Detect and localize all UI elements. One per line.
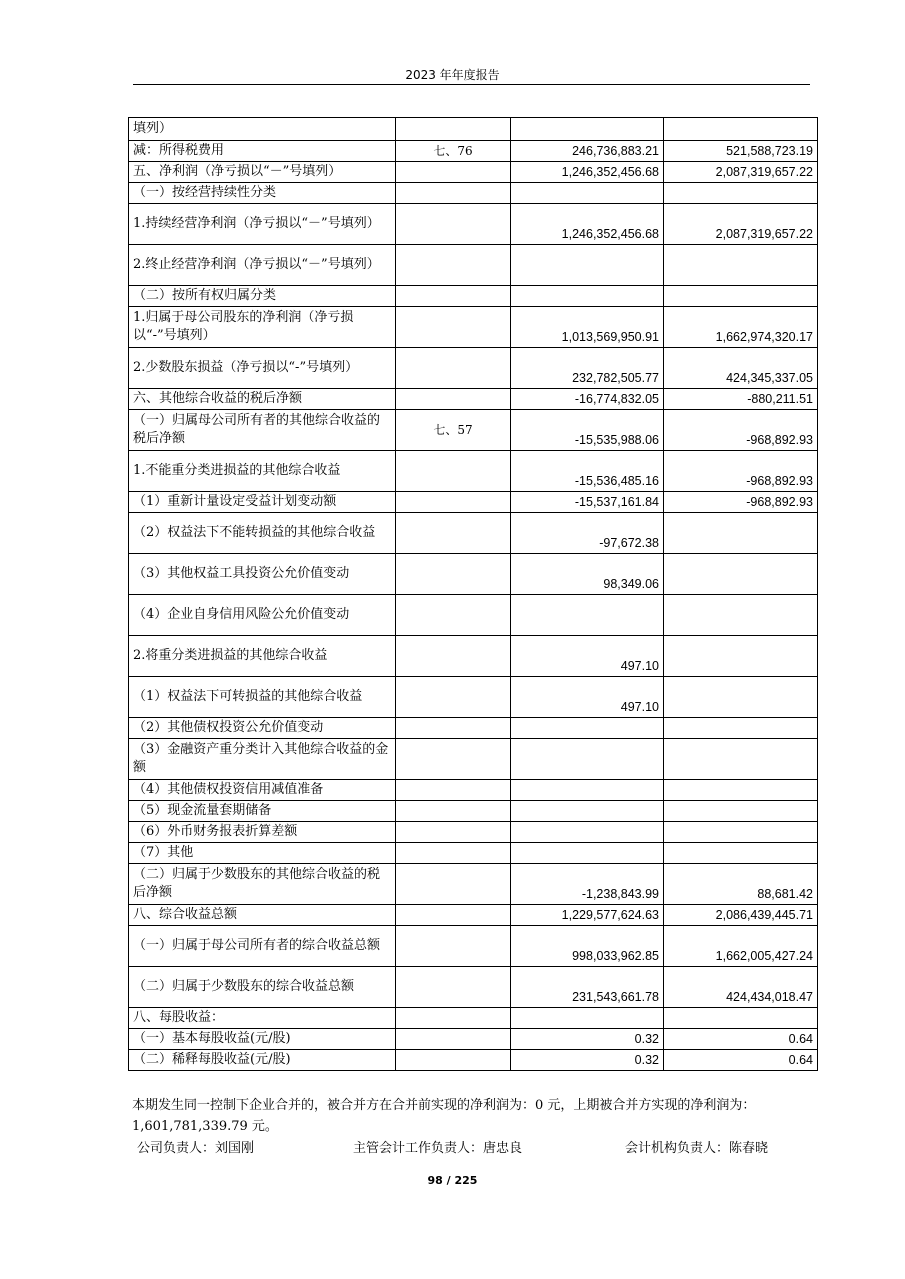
row-note: 七、57 xyxy=(396,410,511,451)
row-note xyxy=(396,554,511,595)
row-current-amount xyxy=(511,183,664,204)
row-current-amount: 232,782,505.77 xyxy=(511,348,664,389)
table-row xyxy=(129,451,818,492)
header-divider xyxy=(133,84,810,85)
row-current-amount: 1,246,352,456.68 xyxy=(511,162,664,183)
row-label: （一）按经营持续性分类 xyxy=(129,183,396,204)
row-previous-amount xyxy=(664,245,818,286)
row-previous-amount: -880,211.51 xyxy=(664,389,818,410)
row-note xyxy=(396,595,511,636)
row-previous-amount xyxy=(664,677,818,718)
table-row xyxy=(129,801,818,822)
row-previous-amount: 88,681.42 xyxy=(664,864,818,905)
row-label: （一）归属母公司所有者的其他综合收益的税后净额 xyxy=(129,410,396,451)
table-row xyxy=(129,864,818,905)
table-row xyxy=(129,410,818,451)
row-note: 七、76 xyxy=(396,141,511,162)
row-previous-amount xyxy=(664,843,818,864)
row-label: 六、其他综合收益的税后净额 xyxy=(129,389,396,410)
row-note xyxy=(396,118,511,141)
row-current-amount xyxy=(511,118,664,141)
row-current-amount xyxy=(511,1008,664,1029)
table-row xyxy=(129,739,818,780)
row-current-amount xyxy=(511,801,664,822)
row-previous-amount xyxy=(664,636,818,677)
row-current-amount xyxy=(511,739,664,780)
table-row xyxy=(129,118,818,141)
row-note xyxy=(396,183,511,204)
row-note xyxy=(396,451,511,492)
table-row xyxy=(129,492,818,513)
row-current-amount xyxy=(511,843,664,864)
row-previous-amount: 521,588,723.19 xyxy=(664,141,818,162)
table-row xyxy=(129,677,818,718)
merger-note: 本期发生同一控制下企业合并的，被合并方在合并前实现的净利润为：0 元，上期被合并方实现的净利润为：1,601,781,339.79 元。 xyxy=(132,1098,756,1134)
row-current-amount xyxy=(511,718,664,739)
row-previous-amount xyxy=(664,286,818,307)
row-current-amount: -15,536,485.16 xyxy=(511,451,664,492)
table-row xyxy=(129,1029,818,1050)
row-note xyxy=(396,967,511,1008)
table-row xyxy=(129,286,818,307)
row-label: 填列） xyxy=(129,118,396,141)
row-note xyxy=(396,286,511,307)
row-note xyxy=(396,822,511,843)
row-note xyxy=(396,492,511,513)
accounting-dept-head: 会计机构负责人：陈春晓 xyxy=(625,1141,769,1156)
row-note xyxy=(396,739,511,780)
row-current-amount xyxy=(511,245,664,286)
table-row xyxy=(129,204,818,245)
row-current-amount xyxy=(511,822,664,843)
income-statement-table xyxy=(128,117,818,1071)
row-current-amount: -1,238,843.99 xyxy=(511,864,664,905)
row-note xyxy=(396,926,511,967)
row-previous-amount xyxy=(664,1008,818,1029)
table-row xyxy=(129,718,818,739)
row-current-amount: -15,535,988.06 xyxy=(511,410,664,451)
row-previous-amount: 0.64 xyxy=(664,1050,818,1071)
table-row xyxy=(129,1050,818,1071)
row-current-amount xyxy=(511,595,664,636)
row-previous-amount: 2,086,439,445.71 xyxy=(664,905,818,926)
row-previous-amount: -968,892.93 xyxy=(664,410,818,451)
row-label: 1.不能重分类进损益的其他综合收益 xyxy=(129,451,396,492)
company-head: 公司负责人：刘国刚 xyxy=(137,1141,255,1156)
accounting-head: 主管会计工作负责人：唐忠良 xyxy=(353,1141,523,1156)
table-row xyxy=(129,183,818,204)
table-row xyxy=(129,905,818,926)
row-current-amount xyxy=(511,286,664,307)
report-header-title: 2023 年年度报告 xyxy=(405,68,500,82)
row-current-amount: 0.32 xyxy=(511,1050,664,1071)
row-previous-amount xyxy=(664,513,818,554)
row-note xyxy=(396,348,511,389)
row-label: （6）外币财务报表折算差额 xyxy=(129,822,396,843)
row-label: （一）基本每股收益(元/股) xyxy=(129,1029,396,1050)
row-label: （5）现金流量套期储备 xyxy=(129,801,396,822)
row-label: 2.少数股东损益（净亏损以“-”号填列） xyxy=(129,348,396,389)
row-label: 1.归属于母公司股东的净利润（净亏损以“-”号填列） xyxy=(129,307,396,348)
table-row xyxy=(129,307,818,348)
table-row xyxy=(129,554,818,595)
row-current-amount: 998,033,962.85 xyxy=(511,926,664,967)
row-label: （二）归属于少数股东的综合收益总额 xyxy=(129,967,396,1008)
row-previous-amount: 0.64 xyxy=(664,1029,818,1050)
row-previous-amount: 424,434,018.47 xyxy=(664,967,818,1008)
row-label: 2.将重分类进损益的其他综合收益 xyxy=(129,636,396,677)
row-label: （4）企业自身信用风险公允价值变动 xyxy=(129,595,396,636)
row-current-amount: -15,537,161.84 xyxy=(511,492,664,513)
table-row xyxy=(129,513,818,554)
row-previous-amount xyxy=(664,801,818,822)
row-label: （二）稀释每股收益(元/股) xyxy=(129,1050,396,1071)
row-previous-amount: 424,345,337.05 xyxy=(664,348,818,389)
row-note xyxy=(396,636,511,677)
table-row xyxy=(129,822,818,843)
row-label: （3）金融资产重分类计入其他综合收益的金额 xyxy=(129,739,396,780)
row-label: （7）其他 xyxy=(129,843,396,864)
row-label: 减：所得税费用 xyxy=(129,141,396,162)
row-current-amount: 231,543,661.78 xyxy=(511,967,664,1008)
row-previous-amount xyxy=(664,554,818,595)
table-row xyxy=(129,389,818,410)
row-note xyxy=(396,307,511,348)
table-row xyxy=(129,926,818,967)
row-previous-amount xyxy=(664,739,818,780)
row-previous-amount xyxy=(664,183,818,204)
row-previous-amount xyxy=(664,780,818,801)
row-current-amount: 497.10 xyxy=(511,677,664,718)
row-previous-amount: 2,087,319,657.22 xyxy=(664,162,818,183)
page-number: 98 / 225 xyxy=(427,1174,478,1187)
row-current-amount: 246,736,883.21 xyxy=(511,141,664,162)
row-note xyxy=(396,1008,511,1029)
row-current-amount: 1,246,352,456.68 xyxy=(511,204,664,245)
row-note xyxy=(396,780,511,801)
table-row xyxy=(129,843,818,864)
row-label: 八、综合收益总额 xyxy=(129,905,396,926)
row-note xyxy=(396,843,511,864)
row-previous-amount: 1,662,005,427.24 xyxy=(664,926,818,967)
row-label: （4）其他债权投资信用减值准备 xyxy=(129,780,396,801)
row-note xyxy=(396,801,511,822)
row-label: 1.持续经营净利润（净亏损以“－”号填列） xyxy=(129,204,396,245)
row-note xyxy=(396,864,511,905)
row-current-amount: 1,013,569,950.91 xyxy=(511,307,664,348)
row-label: （1）重新计量设定受益计划变动额 xyxy=(129,492,396,513)
row-label: （二）按所有权归属分类 xyxy=(129,286,396,307)
table-row xyxy=(129,141,818,162)
row-note xyxy=(396,1029,511,1050)
table-row xyxy=(129,780,818,801)
row-label: （二）归属于少数股东的其他综合收益的税后净额 xyxy=(129,864,396,905)
row-label: 五、净利润（净亏损以“－”号填列） xyxy=(129,162,396,183)
table-row xyxy=(129,967,818,1008)
row-note xyxy=(396,718,511,739)
row-note xyxy=(396,677,511,718)
row-previous-amount xyxy=(664,822,818,843)
table-row xyxy=(129,1008,818,1029)
row-previous-amount: 2,087,319,657.22 xyxy=(664,204,818,245)
row-previous-amount xyxy=(664,595,818,636)
table-row xyxy=(129,595,818,636)
row-previous-amount: -968,892.93 xyxy=(664,492,818,513)
row-note xyxy=(396,1050,511,1071)
row-current-amount: 497.10 xyxy=(511,636,664,677)
table-row xyxy=(129,636,818,677)
row-current-amount xyxy=(511,780,664,801)
table-row xyxy=(129,162,818,183)
row-previous-amount: -968,892.93 xyxy=(664,451,818,492)
row-label: （2）权益法下不能转损益的其他综合收益 xyxy=(129,513,396,554)
row-current-amount: 0.32 xyxy=(511,1029,664,1050)
row-label: （一）归属于母公司所有者的综合收益总额 xyxy=(129,926,396,967)
row-label: （2）其他债权投资公允价值变动 xyxy=(129,718,396,739)
row-current-amount: 98,349.06 xyxy=(511,554,664,595)
row-label: 八、每股收益： xyxy=(129,1008,396,1029)
row-note xyxy=(396,204,511,245)
row-note xyxy=(396,245,511,286)
row-previous-amount xyxy=(664,118,818,141)
row-previous-amount: 1,662,974,320.17 xyxy=(664,307,818,348)
row-previous-amount xyxy=(664,718,818,739)
row-label: （3）其他权益工具投资公允价值变动 xyxy=(129,554,396,595)
row-current-amount: -16,774,832.05 xyxy=(511,389,664,410)
row-label: （1）权益法下可转损益的其他综合收益 xyxy=(129,677,396,718)
row-current-amount: -97,672.38 xyxy=(511,513,664,554)
row-label: 2.终止经营净利润（净亏损以“－”号填列） xyxy=(129,245,396,286)
row-note xyxy=(396,162,511,183)
row-note xyxy=(396,389,511,410)
row-current-amount: 1,229,577,624.63 xyxy=(511,905,664,926)
row-note xyxy=(396,905,511,926)
table-row xyxy=(129,245,818,286)
table-row xyxy=(129,348,818,389)
row-note xyxy=(396,513,511,554)
